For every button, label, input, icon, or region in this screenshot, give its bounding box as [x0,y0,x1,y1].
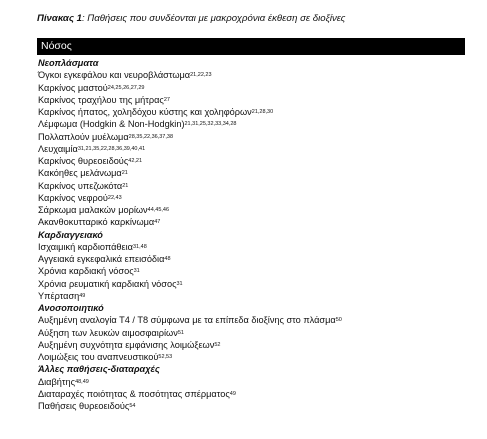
disease-name: Χρόνια ρευματική καρδιακή νόσος [38,278,177,289]
table-row [37,314,467,326]
reference-numbers: 28,35,22,36,37,38 [128,133,174,140]
disease-name: Πολλαπλούν μυέλωμα [38,131,129,142]
table-row [37,131,467,143]
disease-name: Υπέρταση [38,290,80,301]
disease-name: Αύξηση των λευκών αιμοσφαιρίων [38,327,178,338]
disease-name: Παθήσεις θυρεοειδούς [38,401,130,411]
table-row [37,69,467,81]
disease-name: Αυξημένη συχνότητα εμφάνισης λοιμώξεων [38,339,215,350]
reference-numbers: 21,28,30 [251,109,274,115]
reference-numbers: 22,43 [107,194,122,201]
table-row [37,82,467,94]
table-body [37,57,467,412]
reference-numbers: 42,21 [128,158,143,164]
reference-numbers: 24,25,26,27,29 [107,84,145,91]
table-row [37,143,467,155]
table-row [37,94,467,106]
reference-numbers: 44,45,46 [147,207,170,213]
table-header: Νόσος [37,38,465,55]
table-row [37,155,467,167]
table-row [37,192,467,204]
reference-numbers: 47 [154,219,161,226]
table-row [37,253,467,265]
reference-numbers: 50 [335,317,342,324]
reference-numbers: 27 [163,96,170,103]
reference-numbers: 21 [122,182,129,189]
reference-numbers: 48 [164,256,171,262]
reference-numbers: 21,22,23 [190,72,212,79]
table-row [37,278,467,290]
table-row [37,265,467,277]
reference-numbers: 21,31,25,32,33,34,28 [184,121,237,128]
reference-numbers: 49 [79,292,86,299]
table-category-row [37,229,467,241]
disease-name: Αγγειακά εγκεφαλικά επεισόδια [38,254,165,264]
reference-numbers: 31,48 [132,243,147,250]
disease-name: Κακόηθες μελάνωμα [38,168,122,179]
table-row [37,167,467,179]
disease-name: Λέμφωμα (Hodgkin & Non-Hodgkin) [38,119,185,130]
table-row [37,118,467,130]
table-row [37,180,467,192]
disease-name: Καρκίνος θυρεοειδούς [38,156,129,166]
table-category-row [37,363,467,375]
table-caption-label: Πίνακας 1 [37,13,82,24]
disease-name: Διαβήτης [38,376,76,387]
table-row [37,241,467,253]
disease-name: Χρόνια καρδιακή νόσος [38,266,134,277]
reference-numbers: 52 [214,341,221,348]
disease-name: Όγκοι εγκεφάλου και νευροβλάστωμα [38,70,191,81]
disease-name: Σάρκωμα μαλακών μορίων [38,205,148,215]
table-row [37,290,467,302]
reference-numbers: 31 [176,280,183,287]
table-row [37,204,467,216]
reference-numbers: 31,21,35,22,28,36,39,40,41 [77,145,146,152]
disease-name: Καρκίνος τραχήλου της μήτρας [38,94,164,105]
reference-numbers: 21 [121,170,128,177]
disease-name: Λευχαιμία [38,143,78,154]
reference-numbers: 49 [229,390,236,397]
table-category-row [37,302,467,314]
table-row [37,400,467,412]
reference-numbers: 54 [129,403,136,409]
reference-numbers: 31 [133,268,140,275]
table-row [37,339,467,351]
reference-numbers: 48,49 [75,378,89,385]
reference-numbers: 51 [177,329,184,336]
disease-name: Καρκίνος νεφρού [38,192,108,203]
table-caption [37,13,345,24]
category-label: Νεοπλάσματα [38,58,99,68]
disease-name: Καρκίνος μαστού [38,82,108,93]
table-row [37,106,467,118]
disease-name: Καρκίνος υπεζωκότα [38,180,123,191]
disease-name: Λοιμώξεις του αναπνευστικού [38,352,159,362]
category-label: Καρδιαγγειακό [38,229,103,240]
disease-name: Ακανθοκυτταρικό καρκίνωμα [38,217,155,228]
category-label: Άλλες παθήσεις-διαταραχές [38,364,160,375]
table-row [37,216,467,228]
table-row [37,388,467,400]
table-category-row [37,57,467,69]
reference-numbers: 52,53 [158,354,173,360]
table-row [37,376,467,388]
disease-name: Διαταραχές ποιότητας & ποσότητας σπέρματος [38,388,230,399]
table-row [37,327,467,339]
disease-name: Ισχαιμική καρδιοπάθεια [38,241,133,252]
table-caption-text: : Παθήσεις που συνδέονται με μακροχρόνια έκθεση σε διοξίνες [81,13,346,24]
disease-name: Αυξημένη αναλογία Τ4 / Τ8 σύμφωνα με τα επίπεδα διοξίνης στο πλάσμα [38,315,336,326]
table-row [37,351,467,363]
disease-name: Καρκίνος ήπατος, χοληδόχου κύστης και χοληφόρων [38,107,252,117]
category-label: Ανοσοποιητικό [38,303,104,313]
